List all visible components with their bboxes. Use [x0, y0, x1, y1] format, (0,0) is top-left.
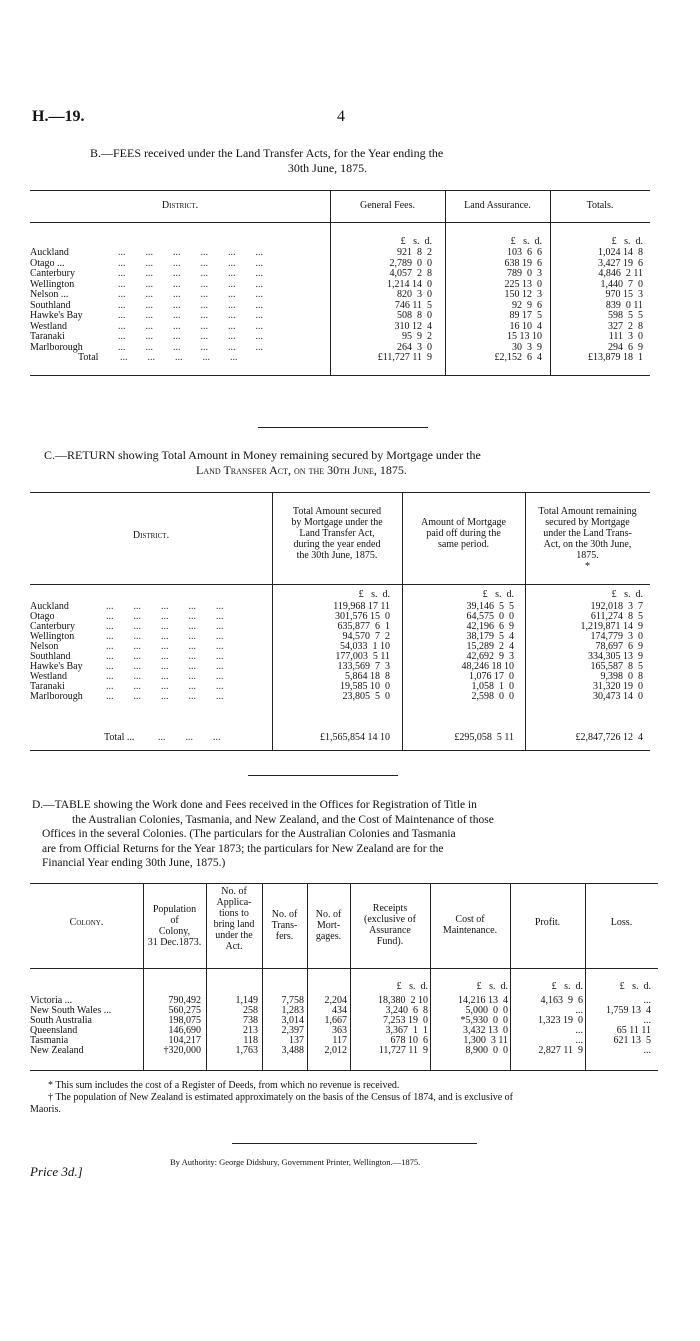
table-d-title	[32, 798, 662, 871]
paid-value: 1,058 1 0	[471, 681, 514, 692]
header-line: Land Transfer Act,	[299, 528, 375, 539]
total-totals: £13,879 18 1	[588, 352, 643, 363]
col-receipts	[350, 903, 430, 947]
general-fees-value: 310 12 4	[394, 320, 432, 332]
header-line: the 30th June, 1875.	[296, 550, 378, 561]
cost-value: 8,900 0 0	[465, 1045, 508, 1056]
footnote: Maoris.	[30, 1104, 61, 1115]
paid-value: 64,575 0 0	[466, 611, 514, 622]
header-line: Colony,	[158, 926, 191, 937]
remaining-value: 334,305 13 9	[588, 651, 643, 662]
applications-value: 1,763	[235, 1045, 258, 1056]
district-name: Wellington	[30, 631, 75, 642]
col-profit: Profit.	[534, 917, 561, 928]
header-line: Maintenance.	[442, 925, 498, 936]
profit-value: ...	[575, 1035, 583, 1046]
col-general-fees: General Fees.	[360, 200, 415, 211]
leader-dots: ... ... ... ... ... ...	[118, 257, 263, 269]
header-line: Act, on the 30th June,	[543, 539, 632, 550]
general-fees-value: 95 9 2	[402, 331, 432, 342]
transfers-value: 1,283	[281, 1005, 304, 1016]
district-name: Canterbury	[30, 621, 75, 632]
asterisk-mark: *	[585, 561, 590, 572]
applications-value: 1,149	[235, 995, 258, 1006]
leader-dots: ... ... ... ... ...	[106, 661, 224, 672]
loss-value: ...	[643, 1045, 651, 1056]
paid-value: 42,692 9 3	[466, 651, 514, 662]
district-name: Taranaki	[30, 681, 65, 692]
secured-value: 5,864 18 8	[345, 671, 390, 682]
leader-dots: ... ... ... ... ...	[106, 671, 224, 682]
col-population	[143, 904, 206, 948]
secured-value: 133,569 7 3	[337, 661, 390, 672]
header-line: No. of	[315, 909, 342, 920]
district-name: Southland	[30, 299, 71, 311]
header-line: by Mortgage under the	[291, 517, 383, 528]
total-secured: £1,565,854 14 10	[320, 732, 390, 743]
profit-value: ...	[575, 1025, 583, 1036]
header-line: Assurance	[369, 925, 411, 936]
loss-value: 1,759 13 4	[606, 1005, 651, 1016]
col-secured	[272, 506, 402, 561]
applications-value: 213	[243, 1025, 258, 1036]
header-line: 1875.	[576, 550, 599, 561]
district-name: Auckland	[30, 601, 69, 612]
mortgages-value: 2,012	[324, 1045, 347, 1056]
totals-value: 1,024 14 8	[598, 247, 643, 258]
leader-dots: ... ... ... ... ... ...	[118, 320, 263, 332]
district-name: Nelson	[30, 641, 59, 652]
paid-value: 42,196 6 9	[466, 621, 514, 632]
col-transfers	[262, 909, 307, 942]
total-paid: £295,058 5 11	[454, 732, 514, 743]
table-d-title-line: are from Official Returns for the Year 1873; the particulars for New Zealand are for the	[42, 842, 444, 855]
district-name: Hawke's Bay	[30, 310, 83, 321]
land-assurance-value: 92 9 6	[512, 299, 542, 311]
total-remaining: £2,847,726 12 4	[575, 732, 643, 743]
district-name: Canterbury	[30, 268, 75, 279]
applications-value: 738	[243, 1015, 258, 1026]
totals-value: 598 5 5	[608, 310, 643, 321]
secured-value: 301,576 15 0	[335, 611, 390, 622]
district-name: Otago	[30, 611, 55, 622]
loss-value: 65 11 11	[616, 1025, 651, 1036]
leader-dots: ... ... ... ... ... ...	[118, 310, 263, 321]
total-label: Total ...	[104, 732, 135, 743]
district-name: Marlborough	[30, 341, 83, 353]
remaining-value: 9,398 0 8	[600, 671, 643, 682]
header-line: Fund).	[376, 936, 404, 947]
totals-value: 294 6 9	[608, 341, 643, 353]
profit-value: ...	[575, 1005, 583, 1016]
col-district: District.	[132, 530, 170, 541]
total-label: Total	[78, 352, 99, 363]
cost-value: 1,300 3 11	[463, 1035, 508, 1046]
units-label: £ s. d.	[482, 589, 514, 600]
general-fees-value: 921 8 2	[397, 247, 432, 258]
profit-value: 2,827 11 9	[538, 1045, 583, 1056]
district-name: Taranaki	[30, 331, 65, 342]
col-remaining	[525, 506, 650, 572]
page-number: 4	[337, 108, 345, 125]
totals-value: 327 2 8	[608, 320, 643, 332]
table-d-title-line: Financial Year ending 30th June, 1875.)	[42, 857, 226, 869]
header-line: gages.	[315, 931, 342, 942]
district-name: Hawke's Bay	[30, 661, 83, 672]
transfers-value: 2,397	[281, 1025, 304, 1036]
leader-dots: ... ... ... ... ... ...	[118, 299, 263, 311]
colony-name: Tasmania	[30, 1035, 69, 1046]
leader-dots: ... ... ... ... ...	[106, 691, 224, 702]
remaining-value: 192,018 3 7	[590, 601, 643, 612]
general-fees-value: 2,789 0 0	[389, 257, 432, 269]
leader-dots: ... ... ... ... ...	[106, 601, 224, 612]
header-line: Mort-	[316, 920, 341, 931]
secured-value: 23,805 5 0	[342, 691, 390, 702]
header-line: Population	[152, 904, 197, 915]
table-d-title-line: Offices in the several Colonies. (The particulars for the Australian Colonies and Tasmania	[42, 828, 456, 840]
secured-value: 119,968 17 11	[333, 601, 390, 612]
colony-name: Victoria ...	[30, 995, 73, 1006]
land-assurance-value: 789 0 3	[507, 268, 542, 279]
receipts-value: 18,380 2 10	[378, 995, 428, 1006]
units-label: £ s. d.	[400, 236, 432, 247]
header-line: fers.	[275, 931, 294, 942]
profit-value: 4,163 9 6	[540, 995, 583, 1006]
leader-dots: ... ... ... ... ... ...	[118, 341, 263, 353]
population-value: 790,492	[168, 995, 201, 1006]
header-line: 31 Dec.1873.	[147, 937, 202, 948]
header-line: Amount of Mortgage	[421, 517, 506, 528]
col-land-assurance: Land Assurance.	[464, 200, 531, 211]
paid-value: 1,076 17 0	[469, 671, 514, 682]
profit-value: 1,323 19 0	[538, 1015, 583, 1026]
units-label: £ s. d.	[551, 981, 583, 992]
header-line: under the	[215, 930, 253, 941]
general-fees-value: 508 8 0	[397, 310, 432, 321]
totals-value: 1,440 7 0	[600, 278, 643, 290]
paid-value: 48,246 18 10	[461, 661, 514, 672]
divider	[248, 775, 398, 776]
divider	[232, 1143, 477, 1144]
col-paid	[402, 517, 525, 550]
district-name: Westland	[30, 671, 67, 682]
units-label: £ s. d.	[611, 589, 643, 600]
units-label: £ s. d.	[611, 236, 643, 247]
leader-dots: ... ... ... ... ... ...	[118, 331, 263, 342]
district-name: Otago ...	[30, 257, 65, 269]
footnote: † The population of New Zealand is estimated approximately on the basis of the Census of 1874, and is exclusive of	[48, 1092, 513, 1103]
remaining-value: 165,587 8 5	[590, 661, 643, 672]
col-mortgages	[307, 909, 350, 942]
totals-value: 111 3 0	[608, 331, 643, 342]
receipts-value: 11,727 11 9	[378, 1045, 428, 1056]
header-line: No. of	[221, 886, 247, 897]
header-line: during the year ended	[293, 539, 381, 550]
col-totals: Totals.	[586, 200, 614, 211]
transfers-value: 7,758	[281, 995, 304, 1006]
mortgages-value: 434	[332, 1005, 347, 1016]
leader-dots: ... ... ... ... ...	[106, 611, 224, 622]
totals-value: 839 0 11	[605, 299, 643, 311]
leader-dots: ... ... ... ... ...	[106, 631, 224, 642]
receipts-value: 7,253 19 0	[383, 1015, 428, 1026]
leader-dots: ... ... ... ... ... ...	[118, 289, 263, 300]
colony-name: Queensland	[30, 1025, 78, 1036]
totals-value: 970 15 3	[605, 289, 643, 300]
mortgages-value: 2,204	[324, 995, 347, 1006]
land-assurance-value: 638 19 6	[504, 257, 542, 269]
remaining-value: 611,274 8 5	[590, 611, 643, 622]
mortgages-value: 363	[332, 1025, 347, 1036]
general-fees-value: 746 11 5	[394, 299, 432, 311]
paid-value: 2,598 0 0	[471, 691, 514, 702]
mortgages-value: 117	[332, 1035, 347, 1046]
header-line: No. of	[271, 909, 298, 920]
applications-value: 258	[243, 1005, 258, 1016]
cost-value: 5,000 0 0	[465, 1005, 508, 1016]
table-d-title-line: D.—TABLE showing the Work done and Fees received in the Offices for Registration of Title in	[32, 799, 477, 811]
colony-name: New Zealand	[30, 1045, 84, 1056]
header-line: bring land	[213, 919, 255, 930]
header-line: Total Amount secured	[292, 506, 382, 517]
district-name: Southland	[30, 651, 71, 662]
header-line: Act.	[225, 941, 243, 952]
header-line: of	[170, 915, 179, 926]
header-line: Trans-	[271, 920, 298, 931]
transfers-value: 3,014	[281, 1015, 304, 1026]
header-line: Total Amount remaining	[538, 506, 637, 517]
loss-value: 621 13 5	[613, 1035, 651, 1046]
col-district: District.	[161, 200, 199, 211]
general-fees-value: 4,057 2 8	[389, 268, 432, 279]
col-applications	[206, 886, 262, 952]
remaining-value: 174,779 3 0	[590, 631, 643, 642]
units-label: £ s. d.	[476, 981, 508, 992]
leader-dots: ... ... ... ... ...	[106, 641, 224, 652]
receipts-value: 678 10 6	[390, 1035, 428, 1046]
totals-value: 3,427 19 6	[598, 257, 643, 269]
applications-value: 118	[243, 1035, 258, 1046]
population-value: 146,690	[168, 1025, 201, 1036]
table-c-title	[44, 448, 654, 478]
population-value: 104,217	[168, 1035, 201, 1046]
cost-value: 3,432 13 0	[463, 1025, 508, 1036]
leader-dots: ... ... ... ... ... ...	[118, 247, 263, 258]
table-b-title-line: B.—FEES received under the Land Transfer Acts, for the Year ending the	[90, 146, 444, 160]
table-d	[30, 883, 658, 1071]
header-line: paid off during the	[426, 528, 501, 539]
transfers-value: 137	[289, 1035, 304, 1046]
table-d-title-line: the Australian Colonies, Tasmania, and New Zealand, and the Cost of Maintenance of those	[72, 813, 494, 826]
col-loss: Loss.	[610, 917, 633, 928]
land-assurance-value: 89 17 5	[509, 310, 542, 321]
secured-value: 19,585 10 0	[340, 681, 390, 692]
remaining-value: 31,320 19 0	[593, 681, 643, 692]
table-b-title	[90, 146, 650, 176]
general-fees-value: 820 3 0	[397, 289, 432, 300]
population-value: 198,075	[168, 1015, 201, 1026]
table-c-title-line: C.—RETURN showing Total Amount in Money remaining secured by Mortgage under the	[44, 448, 481, 462]
header-line: (exclusive of	[364, 914, 416, 925]
land-assurance-value: 30 3 9	[512, 341, 542, 353]
leader-dots: ... ... ... ... ...	[106, 621, 224, 632]
table-c-title-line: Land Transfer Act, on the 30th June, 1875.	[196, 463, 407, 477]
colony-name: New South Wales ...	[30, 1005, 112, 1016]
header-line: secured by Mortgage	[545, 517, 630, 528]
table-b-title-line: 30th June, 1875.	[287, 161, 368, 175]
secured-value: 54,033 1 10	[340, 641, 390, 652]
paid-value: 39,146 5 5	[466, 601, 514, 612]
total-general: £11,727 11 9	[377, 352, 432, 363]
loss-value: ...	[643, 995, 651, 1006]
population-value: 560,275	[168, 1005, 201, 1016]
transfers-value: 3,488	[281, 1045, 304, 1056]
cost-value: *5,930 0 0	[460, 1015, 508, 1026]
land-assurance-value: 103 6 6	[507, 247, 542, 258]
population-value: †320,000	[163, 1045, 201, 1056]
col-colony: Colony.	[69, 917, 104, 928]
district-name: Nelson ...	[30, 289, 69, 300]
table-c: District. Total Amount secured by Mortgage under the Land Transfer Act, during the year ended the 30th June, 1875. Amount of Mortgage paid off during the same period. Total Amount remaining secured by Mortgage under the Land Trans- Act, on the 30th June, 1875. * £ s. d. £ s. d. £ s. d. Auckland ... ... ... ... ... 119,968 17 11 39,146 5 5 192,018 3 7 Otago ... ... ... ... ... 301,576 15 0 64,575 0 0 611,274 8 5 Canterbury ... ... ... ... ... 635,877 6 1 42,196 6 9 1,219,871 14 9 Wellington ... ... ... ... ... 94,570 7 2 38,179 5 4 174,779 3 0 Nelson ... ... ... ... ... 54,033 1 10 15,289 2 4 78,697 6 9 Southland ... ... ... ... ... 177,003 5 11 42,692 9 3 334,305 13 9 Hawke's Bay ... ... ... ... ... 133,569 7 3 48,246 18 10 165,587 8 5 Westland ... ... ... ... ... 5,864 18 8 1,076 17 0 9,398 0 8 Taranaki ... ... ... ... ... 19,585 10 0 1,058 1 0 31,320 19 0 Marlborough ... ... ... ... ... 23,805 5 0 2,598 0 0 30,473 14 0 Total ... ... ... ... £1,565,854 14 10 £295,058 5 11 £2,847,726 12 4	[30, 492, 650, 754]
header-line: Receipts	[372, 903, 408, 914]
units-label: £ s. d.	[619, 981, 651, 992]
district-name: Marlborough	[30, 691, 83, 702]
secured-value: 94,570 7 2	[342, 631, 390, 642]
district-name: Auckland	[30, 247, 69, 258]
printer-credit: By Authority: George Didsbury, Government Printer, Wellington.—1875.	[170, 1157, 421, 1167]
col-cost	[430, 914, 510, 936]
land-assurance-value: 225 13 0	[504, 278, 542, 290]
district-name: Westland	[30, 320, 67, 332]
paid-value: 38,179 5 4	[466, 631, 514, 642]
secured-value: 177,003 5 11	[335, 651, 390, 662]
divider	[258, 427, 428, 428]
general-fees-value: 1,214 14 0	[387, 278, 432, 290]
header-line: Cost of	[455, 914, 485, 925]
table-b: District. General Fees. Land Assurance. Totals. £ s. d. £ s. d. £ s. d. Auckland ... ... ... ... ... ... 921 8 2 103 6 6 1,024 14 8 Otago ... ... ... ... ... ... ... 2,789 0 0 638 19 6 3,427 19 6 Canterbury ... ... ... ... ... ... 4,057 2 8 789 0 3 4,846 2 11 Wellington ... ... ... ... ... ... 1,214 14 0 225 13 0 1,440 7 0 Nelson ... ... ... ... ... ... ... 820 3 0 150 12 3 970 15 3 Southland ... ... ... ... ... ... 746 11 5 92 9 6 839 0 11 Hawke's Bay ... ... ... ... ... ... 508 8 0 89 17 5 598 5 5 Westland ... ... ... ... ... ... 310 12 4 16 10 4 327 2 8 Taranaki ... ... ... ... ... ... 95 9 2 15 13 10 111 3 0 Marlborough ... ... ... ... ... ... 264 3 0 30 3 9 294 6 9 Total ... ... ... ... ... £11,727 11 9 £2,152 6 4 £13,879 18 1	[30, 190, 650, 380]
paid-value: 15,289 2 4	[466, 641, 514, 652]
land-assurance-value: 150 12 3	[504, 289, 542, 300]
leader-dots: ... ... ... ... ... ...	[118, 278, 263, 290]
leader-dots: ... ... ... ... ...	[106, 651, 224, 662]
header-line: Applica-	[216, 897, 252, 908]
total-assurance: £2,152 6 4	[494, 352, 542, 363]
land-assurance-value: 15 13 10	[507, 331, 542, 342]
general-fees-value: 264 3 0	[397, 341, 432, 353]
leader-dots: ... ... ... ... ... ...	[118, 268, 263, 279]
header-line: same period.	[437, 539, 490, 550]
cost-value: 14,216 13 4	[458, 995, 508, 1006]
remaining-value: 78,697 6 9	[595, 641, 643, 652]
units-label: £ s. d.	[358, 589, 390, 600]
price: Price 3d.]	[30, 1164, 83, 1179]
page-header	[32, 108, 668, 128]
header-line: under the Land Trans-	[543, 528, 632, 539]
colony-name: South Australia	[30, 1015, 92, 1026]
land-assurance-value: 16 10 4	[509, 320, 542, 332]
units-label: £ s. d.	[510, 236, 542, 247]
header-line: tions to	[219, 908, 249, 919]
district-name: Wellington	[30, 278, 75, 290]
leader-dots: ... ... ... ... ...	[106, 681, 224, 692]
receipts-value: 3,240 6 8	[385, 1005, 428, 1016]
footnote: * This sum includes the cost of a Register of Deeds, from which no revenue is received.	[48, 1080, 400, 1091]
receipts-value: 3,367 1 1	[385, 1025, 428, 1036]
mortgages-value: 1,667	[324, 1015, 347, 1026]
totals-value: 4,846 2 11	[598, 268, 643, 279]
remaining-value: 1,219,871 14 9	[580, 621, 643, 632]
remaining-value: 30,473 14 0	[593, 691, 643, 702]
page-code: H.—19.	[32, 108, 85, 125]
units-label: £ s. d.	[396, 981, 428, 992]
secured-value: 635,877 6 1	[337, 621, 390, 632]
loss-value: ...	[643, 1015, 651, 1026]
